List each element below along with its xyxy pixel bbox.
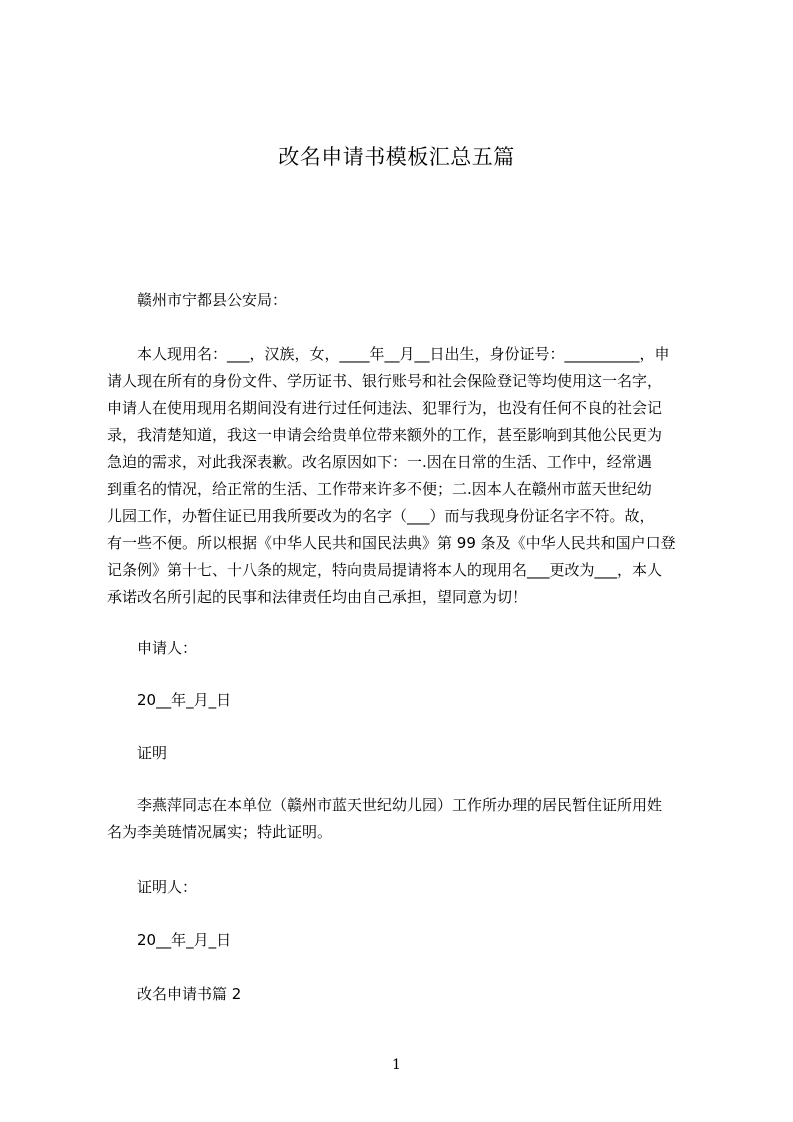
date-line: 20__年_月_日: [137, 931, 232, 949]
certificate-line: 名为李美琏情况属实；特此证明。: [107, 823, 333, 841]
addressee: 赣州市宁都县公安局：: [137, 291, 288, 309]
body-line: 本人现用名：___，汉族，女，____年__月__日出生，身份证号：__________，申: [137, 345, 670, 363]
body-line: 有一些不便。所以根据《中华人民共和国民法典》第 99 条及《中华人民共和国户口登: [107, 534, 676, 552]
body-line: 承诺改名所引起的民事和法律责任均由自己承担，望同意为切！: [107, 588, 528, 606]
application-body: [107, 341, 707, 611]
certifier-label: 证明人：: [137, 878, 198, 896]
certificate-heading: 证明: [137, 744, 168, 762]
document-title: 改名申请书模板汇总五篇: [278, 145, 515, 169]
body-line: 记条例》第十七、十八条的规定，特向贵局提请将本人的现用名___更改为___，本人: [107, 561, 663, 579]
body-line: 急迫的需求，对此我深表歉。改名原因如下：一.因在日常的生活、工作中，经常遇: [107, 453, 652, 471]
certificate-body: [107, 792, 707, 846]
body-line: 到重名的情况，给正常的生活、工作带来许多不便；二.因本人在赣州市蓝天世纪幼: [107, 480, 652, 498]
next-section-heading: 改名申请书篇 2: [137, 985, 242, 1003]
body-line: 请人现在所有的身份文件、学历证书、银行账号和社会保险登记等均使用这一名字，: [107, 372, 663, 390]
page-number: 1: [392, 1057, 401, 1073]
applicant-label: 申请人：: [137, 639, 198, 657]
certificate-line: 李燕萍同志在本单位（赣州市蓝天世纪幼儿园）工作所办理的居民暂住证所用姓: [137, 796, 663, 814]
body-line: 申请人在使用现用名期间没有进行过任何违法、犯罪行为，也没有任何不良的社会记: [107, 399, 663, 417]
body-line: 儿园工作，办暂住证已用我所要改为的名字（___）而与我现身份证名字不符。故，: [107, 507, 655, 525]
date-line: 20__年_月_日: [137, 691, 232, 709]
body-line: 录，我清楚知道，我这一申请会给贵单位带来额外的工作，甚至影响到其他公民更为: [107, 426, 663, 444]
